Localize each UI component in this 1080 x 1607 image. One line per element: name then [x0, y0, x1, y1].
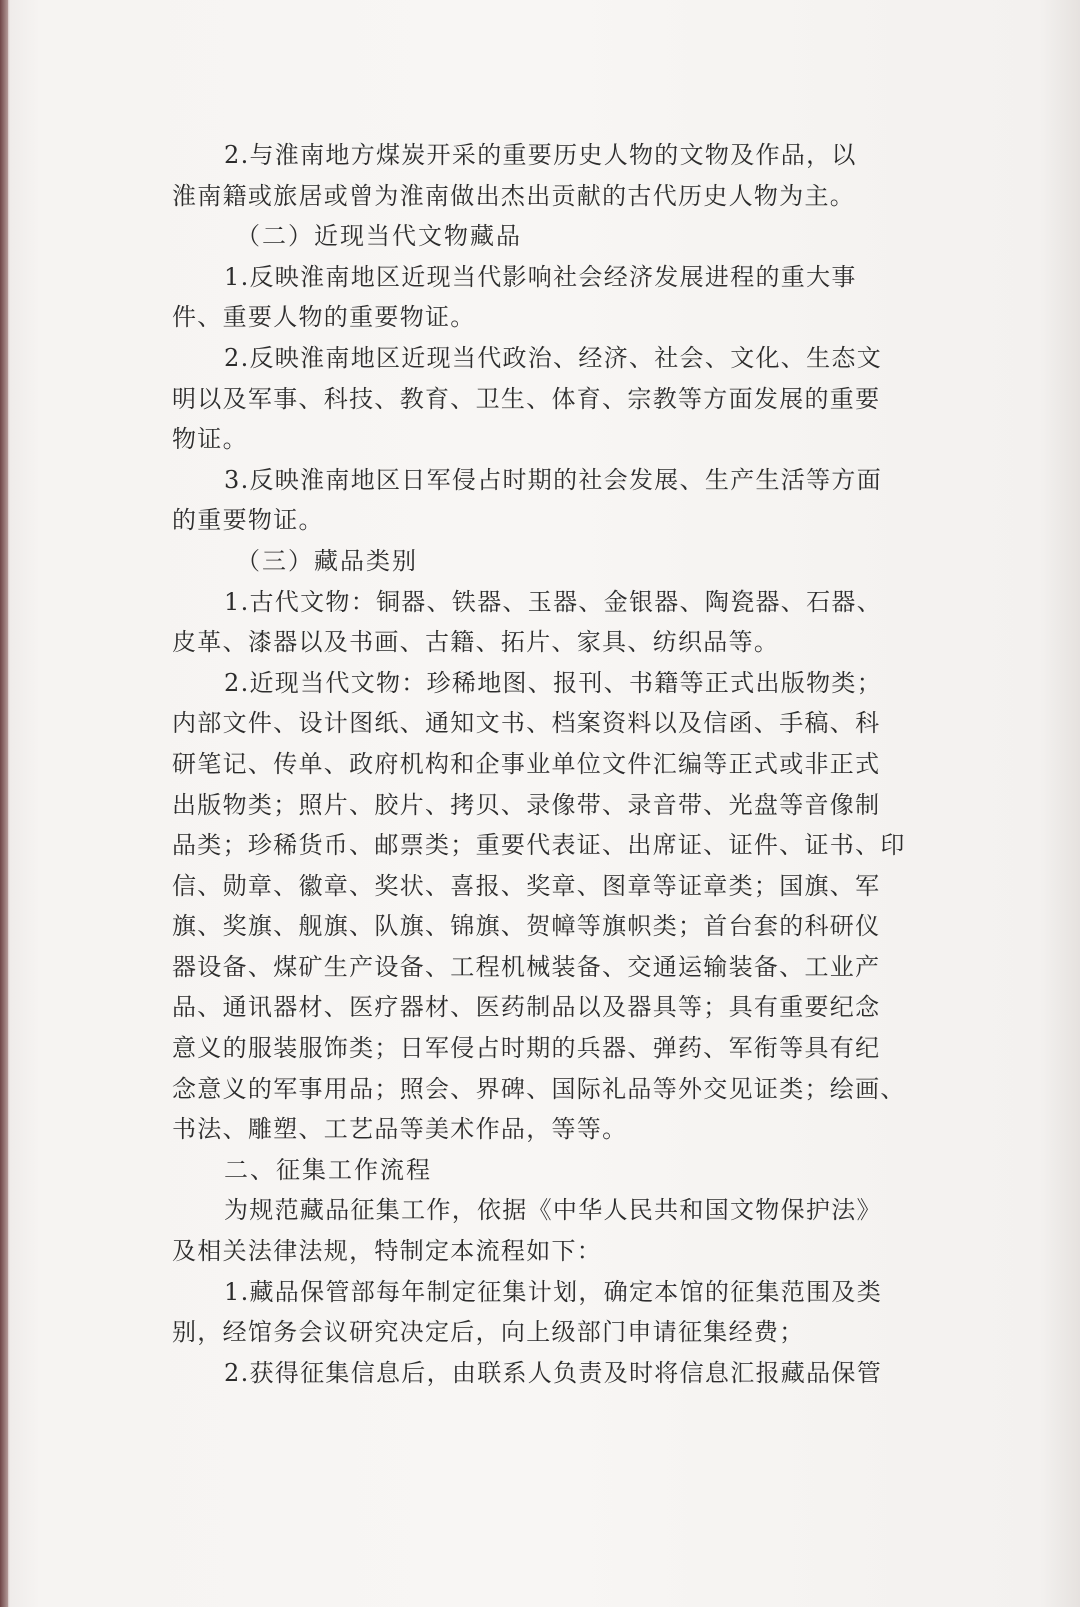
text-line: 的重要物证。: [172, 506, 324, 535]
text-line: 旗、奖旗、舰旗、队旗、锦旗、贺幛等旗帜类；首台套的科研仪: [172, 912, 881, 941]
text-line: 2.获得征集信息后，由联系人负责及时将信息汇报藏品保管: [224, 1358, 882, 1387]
text-line: 2.近现当代文物：珍稀地图、报刊、书籍等正式出版物类；: [224, 668, 882, 697]
text-line: 品类；珍稀货币、邮票类；重要代表证、出席证、证件、证书、印: [172, 831, 906, 860]
text-line: 及相关法律法规，特制定本流程如下：: [172, 1237, 603, 1266]
text-line: 件、重要人物的重要物证。: [172, 303, 476, 332]
text-line: 1.藏品保管部每年制定征集计划，确定本馆的征集范围及类: [224, 1277, 882, 1306]
text-line: 二、征集工作流程: [224, 1155, 432, 1184]
text-line: 淮南籍或旅居或曾为淮南做出杰出贡献的古代历史人物为主。: [172, 181, 856, 210]
text-line: 品、通讯器材、医疗器材、医药制品以及器具等；具有重要纪念: [172, 993, 881, 1022]
document-body: [172, 135, 904, 1393]
text-line: 皮革、漆器以及书画、古籍、拓片、家具、纺织品等。: [172, 628, 780, 657]
text-line: 研笔记、传单、政府机构和企事业单位文件汇编等正式或非正式: [172, 749, 881, 778]
text-line: 内部文件、设计图纸、通知文书、档案资料以及信函、手稿、科: [172, 709, 881, 738]
text-line: （二）近现当代文物藏品: [236, 222, 522, 251]
text-line: 意义的服装服饰类；日军侵占时期的兵器、弹药、军衔等具有纪: [172, 1034, 881, 1063]
text-line: 2.与淮南地方煤炭开采的重要历史人物的文物及作品，以: [224, 141, 857, 169]
text-line: 别，经馆务会议研究决定后，向上级部门申请征集经费；: [172, 1318, 805, 1347]
text-line: 1.古代文物：铜器、铁器、玉器、金银器、陶瓷器、石器、: [224, 587, 882, 616]
text-line: 书法、雕塑、工艺品等美术作品，等等。: [172, 1115, 628, 1144]
page-edge: [0, 0, 8, 1607]
text-line: 念意义的军事用品；照会、界碑、国际礼品等外交见证类；绘画、: [172, 1074, 906, 1103]
text-line: 信、勋章、徽章、奖状、喜报、奖章、图章等证章类；国旗、军: [172, 871, 881, 900]
text-line: 2.反映淮南地区近现当代政治、经济、社会、文化、生态文: [224, 343, 882, 372]
text-line: 1.反映淮南地区近现当代影响社会经济发展进程的重大事: [224, 262, 857, 291]
text-line: 器设备、煤矿生产设备、工程机械装备、交通运输装备、工业产: [172, 952, 881, 981]
text-line: 物证。: [172, 425, 248, 454]
text-line: 3.反映淮南地区日军侵占时期的社会发展、生产生活等方面: [224, 465, 882, 494]
text-line: 出版物类；照片、胶片、拷贝、录像带、录音带、光盘等音像制: [172, 790, 881, 819]
text-line: （三）藏品类别: [236, 546, 418, 575]
text-line: 为规范藏品征集工作，依据《中华人民共和国文物保护法》: [224, 1196, 882, 1225]
text-line: 明以及军事、科技、教育、卫生、体育、宗教等方面发展的重要: [172, 384, 881, 413]
